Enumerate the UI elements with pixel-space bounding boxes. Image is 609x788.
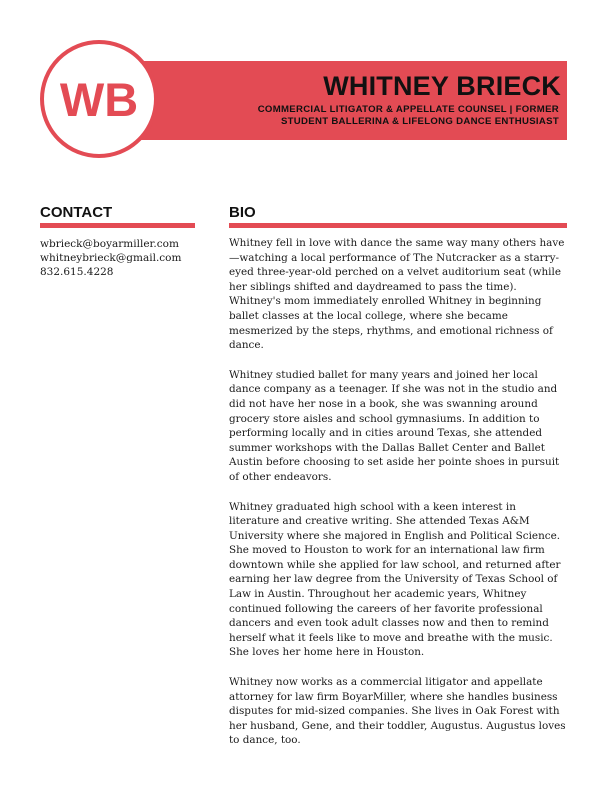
bio-heading: BIO <box>229 204 256 221</box>
person-tagline: COMMERCIAL LITIGATOR & APPELLATE COUNSEL | FORMER STUDENT BALLERINA & LIFELONG DANCE ENTHUSIAST <box>257 104 559 127</box>
person-name: WHITNEY BRIECK <box>323 71 561 101</box>
contact-divider <box>40 223 195 228</box>
contact-heading: CONTACT <box>40 204 113 221</box>
contact-phone[interactable]: 832.615.4228 <box>40 266 114 278</box>
bio-divider <box>229 223 567 228</box>
bio-paragraph: Whitney fell in love with dance the same way many others have—watching a local performance of The Nutcracker as a starry-eyed three-year-old perched on a velvet auditorium seat (while her siblings shifted and daydreamed to pass the time). Whitney's mom immediately enrolled Whitney in beginning ballet classes at the local college, where she became mesmerized by the steps, rhythms, and emotional richness of dance. <box>229 237 565 352</box>
contact-list <box>40 237 181 279</box>
contact-work-email[interactable]: wbrieck@boyarmiller.com <box>40 238 179 250</box>
monogram-badge <box>40 40 158 158</box>
bio-paragraph: Whitney now works as a commercial litigator and appellate attorney for law firm BoyarMiller, where she handles business disputes for mid-sized companies. She lives in Oak Forest with her husband, Gene, and their toddler, Augustus. Augustus loves to dance, too. <box>229 676 566 747</box>
monogram-initials: WB <box>59 72 139 126</box>
bio-body <box>229 236 569 763</box>
bio-paragraph: Whitney graduated high school with a keen interest in literature and creative writing. She attended Texas A&M University where she majored in English and Political Science. She moved to Houston to work for an international law firm downtown while she applied for law school, and returned after earning her law degree from the University of Texas School of Law in Austin. Throughout her academic years, Whitney continued following the careers of her favorite professional dancers and even took adult classes now and then to remind herself what it feels like to move and breathe with the music. She loves her home here in Houston. <box>229 500 561 659</box>
contact-personal-email[interactable]: whitneybrieck@gmail.com <box>40 252 182 264</box>
bio-paragraph: Whitney studied ballet for many years and joined her local dance company as a teenager. If she was not in the studio and did not have her nose in a book, she was swanning around grocery store aisles and school gymnasiums. In addition to performing locally and in cities around Texas, she attended summer workshops with the Dallas Ballet Center and Ballet Austin before choosing to set aside her pointe shoes in pursuit of other endeavors. <box>229 368 560 483</box>
